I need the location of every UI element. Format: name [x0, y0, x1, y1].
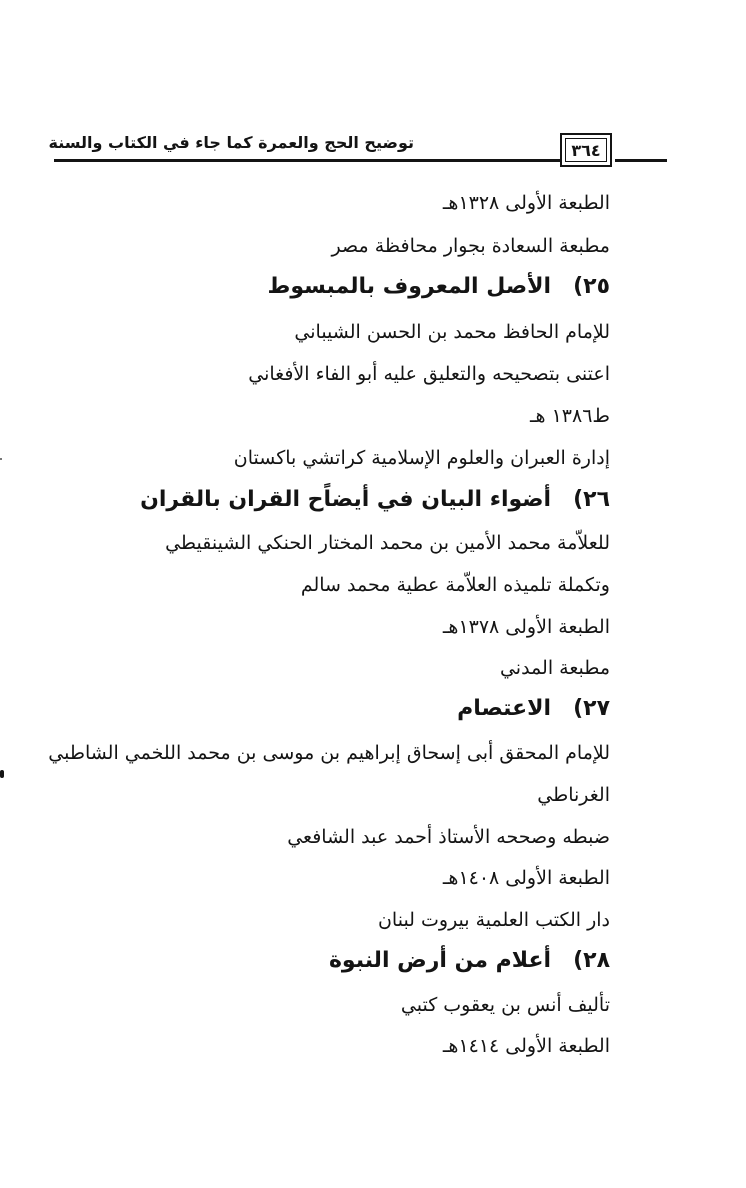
text-line: الطبعة الأولى ١٤١٤هـ [442, 1035, 610, 1057]
entry-heading [457, 692, 610, 726]
text-line: الطبعة الأولى ١٤٠٨هـ [442, 867, 610, 889]
header-rule [54, 159, 562, 162]
entry-title: أضواء البيان في أيضاًح القران بالقران [140, 487, 552, 512]
text-line: مطبعة المدني [499, 657, 610, 679]
entry-number: ٢٦) [573, 487, 610, 512]
text-line: الطبعة الأولى ١٣٧٨هـ [442, 616, 610, 638]
page-number-box [560, 133, 612, 167]
text-line: وتكملة تلميذه العلاّمة عطية محمد سالم [300, 574, 610, 596]
text-line: للعلاّمة محمد الأمين بن محمد المختار الحنكي الشينقيطي [165, 532, 610, 554]
entry-title: الأصل المعروف بالمبسوط [267, 274, 552, 299]
text-line-wide: للإمام المحقق أبى إسحاق إبراهيم بن موسى بن محمد اللخمي الشاطبي [48, 742, 610, 764]
text-line: دار الكتب العلمية بيروت لبنان [377, 909, 610, 931]
text-line: مطبعة السعادة بجوار محافظة مصر [331, 235, 610, 257]
text-line: للإمام الحافظ محمد بن الحسن الشيباني [294, 321, 610, 343]
text-line: اعتنى بتصحيحه والتعليق عليه أبو الفاء الأفغاني [248, 363, 610, 385]
margin-speck [0, 458, 2, 460]
text-line: الغرناطي [537, 784, 610, 806]
entry-title: الاعتصام [457, 696, 552, 721]
entry-number: ٢٨) [573, 948, 610, 973]
entry-title: أعلام من أرض النبوة [328, 948, 552, 973]
entry-heading [268, 270, 610, 304]
text-line: الطبعة الأولى ١٣٢٨هـ [442, 192, 610, 214]
text-line: تأليف أنس بن يعقوب كتبي [400, 994, 610, 1016]
entry-heading [140, 483, 610, 517]
running-header-title: توضيح الحج والعمرة كما جاء في الكتاب والسنة [48, 133, 414, 152]
header-rule-right [615, 159, 667, 162]
entry-heading [329, 944, 610, 978]
margin-mark [0, 770, 4, 778]
entry-number: ٢٧) [573, 696, 610, 721]
text-line: ضبطه وصححه الأستاذ أحمد عبد الشافعي [287, 826, 610, 848]
page-number: ٣٦٤ [565, 138, 607, 162]
text-line: إدارة العبران والعلوم الإسلامية كراتشي باكستان [233, 447, 610, 469]
entry-number: ٢٥) [573, 274, 610, 299]
text-line: ط١٣٨٦ هـ [529, 405, 610, 427]
